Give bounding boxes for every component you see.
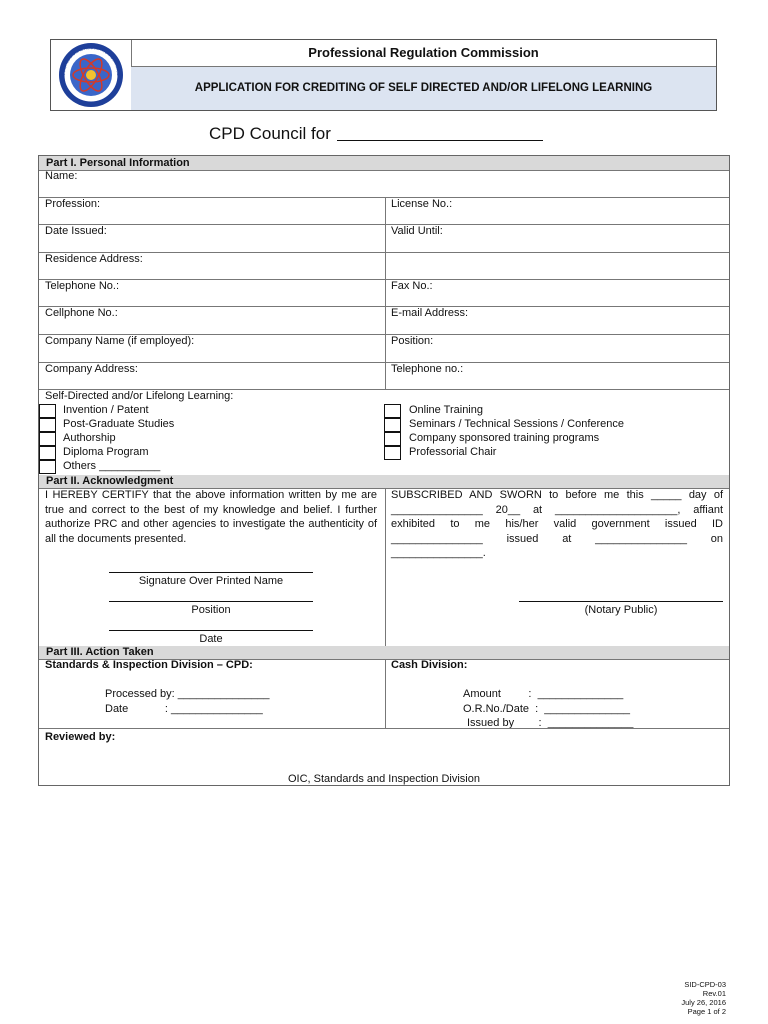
council-blank[interactable]	[337, 126, 543, 141]
or-no-field[interactable]: O.R.No./Date : ______________	[463, 703, 630, 715]
part3-heading: Part III. Action Taken	[39, 646, 729, 659]
part1-heading: Part I. Personal Information	[39, 156, 729, 170]
date-issued-label[interactable]: Date Issued:	[45, 225, 107, 237]
date-sign-label: Date	[199, 633, 223, 645]
email-label[interactable]: E-mail Address:	[391, 307, 469, 319]
option-professorial: Professorial Chair	[409, 446, 497, 458]
form-title: APPLICATION FOR CREDITING OF SELF DIRECTED AND/OR LIFELONG LEARNING	[131, 67, 716, 110]
checkbox-postgrad[interactable]	[39, 418, 56, 432]
fax-label[interactable]: Fax No.:	[391, 280, 433, 292]
form-footer	[681, 980, 726, 1016]
logo-lettering: PROFESSIONAL REGULATION COMMISS	[60, 44, 122, 76]
valid-until-label[interactable]: Valid Until:	[391, 225, 443, 237]
sid-heading: Standards & Inspection Division – CPD:	[45, 659, 253, 671]
sid-date[interactable]: Date : _______________	[105, 703, 263, 715]
form-code: SID-CPD-03	[684, 980, 726, 989]
residence-label[interactable]: Residence Address:	[45, 253, 143, 265]
prc-seal-logo	[51, 40, 131, 110]
logo-cell	[51, 40, 132, 110]
option-authorship: Authorship	[63, 432, 116, 444]
cellphone-label[interactable]: Cellphone No.:	[45, 307, 118, 319]
checkbox-seminars[interactable]	[384, 418, 401, 432]
oic-label: OIC, Standards and Inspection Division	[288, 773, 480, 785]
notary-line[interactable]	[519, 601, 723, 602]
certify-text: I HEREBY CERTIFY that the above information written by me are true and correct to the best of my knowledge and belief. I further authorize PRC and other agencies to investigate the authenticity of all the documents presented.	[45, 489, 377, 545]
checkbox-others[interactable]	[39, 460, 56, 474]
option-seminars: Seminars / Technical Sessions / Conference	[409, 418, 625, 430]
cash-heading: Cash Division:	[391, 659, 468, 671]
checkbox-professorial[interactable]	[384, 446, 401, 460]
profession-label[interactable]: Profession:	[45, 198, 101, 210]
date-line[interactable]	[109, 630, 313, 631]
option-others: Others __________	[63, 460, 161, 472]
notary-label: (Notary Public)	[584, 604, 658, 616]
company-address-label[interactable]: Company Address:	[45, 363, 138, 375]
position-line[interactable]	[109, 601, 313, 602]
issued-by-field[interactable]: Issued by : ______________	[467, 717, 634, 729]
option-online: Online Training	[409, 404, 483, 416]
name-label[interactable]: Name:	[45, 170, 78, 182]
option-invention: Invention / Patent	[63, 404, 149, 416]
sworn-text: SUBSCRIBED AND SWORN to before me this _____ day of _______________ 20__ at ____________________, affiant exhibited to me his/her valid government issued ID _______________ issued at _______________ on _______________.	[391, 489, 723, 559]
form-date: July 26, 2016	[681, 998, 726, 1007]
council-label: CPD Council for	[209, 124, 331, 143]
checkbox-authorship[interactable]	[39, 432, 56, 446]
agency-name: Professional Regulation Commission	[131, 40, 716, 67]
company-tel-label[interactable]: Telephone no.:	[391, 363, 464, 375]
option-postgrad: Post-Graduate Studies	[63, 418, 175, 430]
checkbox-invention[interactable]	[39, 404, 56, 418]
position-label[interactable]: Position:	[391, 335, 434, 347]
checkbox-online[interactable]	[384, 404, 401, 418]
company-name-label[interactable]: Company Name (if employed):	[45, 335, 195, 347]
telephone-label[interactable]: Telephone No.:	[45, 280, 119, 292]
application-form	[38, 155, 730, 786]
option-diploma: Diploma Program	[63, 446, 149, 458]
cpd-council-line	[209, 124, 543, 144]
option-company-training: Company sponsored training programs	[409, 432, 600, 444]
position-sign-label: Position	[191, 604, 231, 616]
form-rev: Rev.01	[702, 989, 726, 998]
sdl-label: Self-Directed and/or Lifelong Learning:	[45, 390, 234, 402]
signature-label: Signature Over Printed Name	[138, 575, 284, 587]
processed-by[interactable]: Processed by: _______________	[105, 688, 270, 700]
checkbox-diploma[interactable]	[39, 446, 56, 460]
amount-field[interactable]: Amount : ______________	[463, 688, 624, 700]
reviewed-by-label: Reviewed by:	[45, 731, 116, 743]
part2-heading: Part II. Acknowledgment	[39, 475, 729, 488]
page-number: Page 1 of 2	[687, 1007, 726, 1016]
license-label[interactable]: License No.:	[391, 198, 453, 210]
checkbox-company-training[interactable]	[384, 432, 401, 446]
form-header	[50, 39, 717, 111]
signature-line[interactable]	[109, 572, 313, 573]
